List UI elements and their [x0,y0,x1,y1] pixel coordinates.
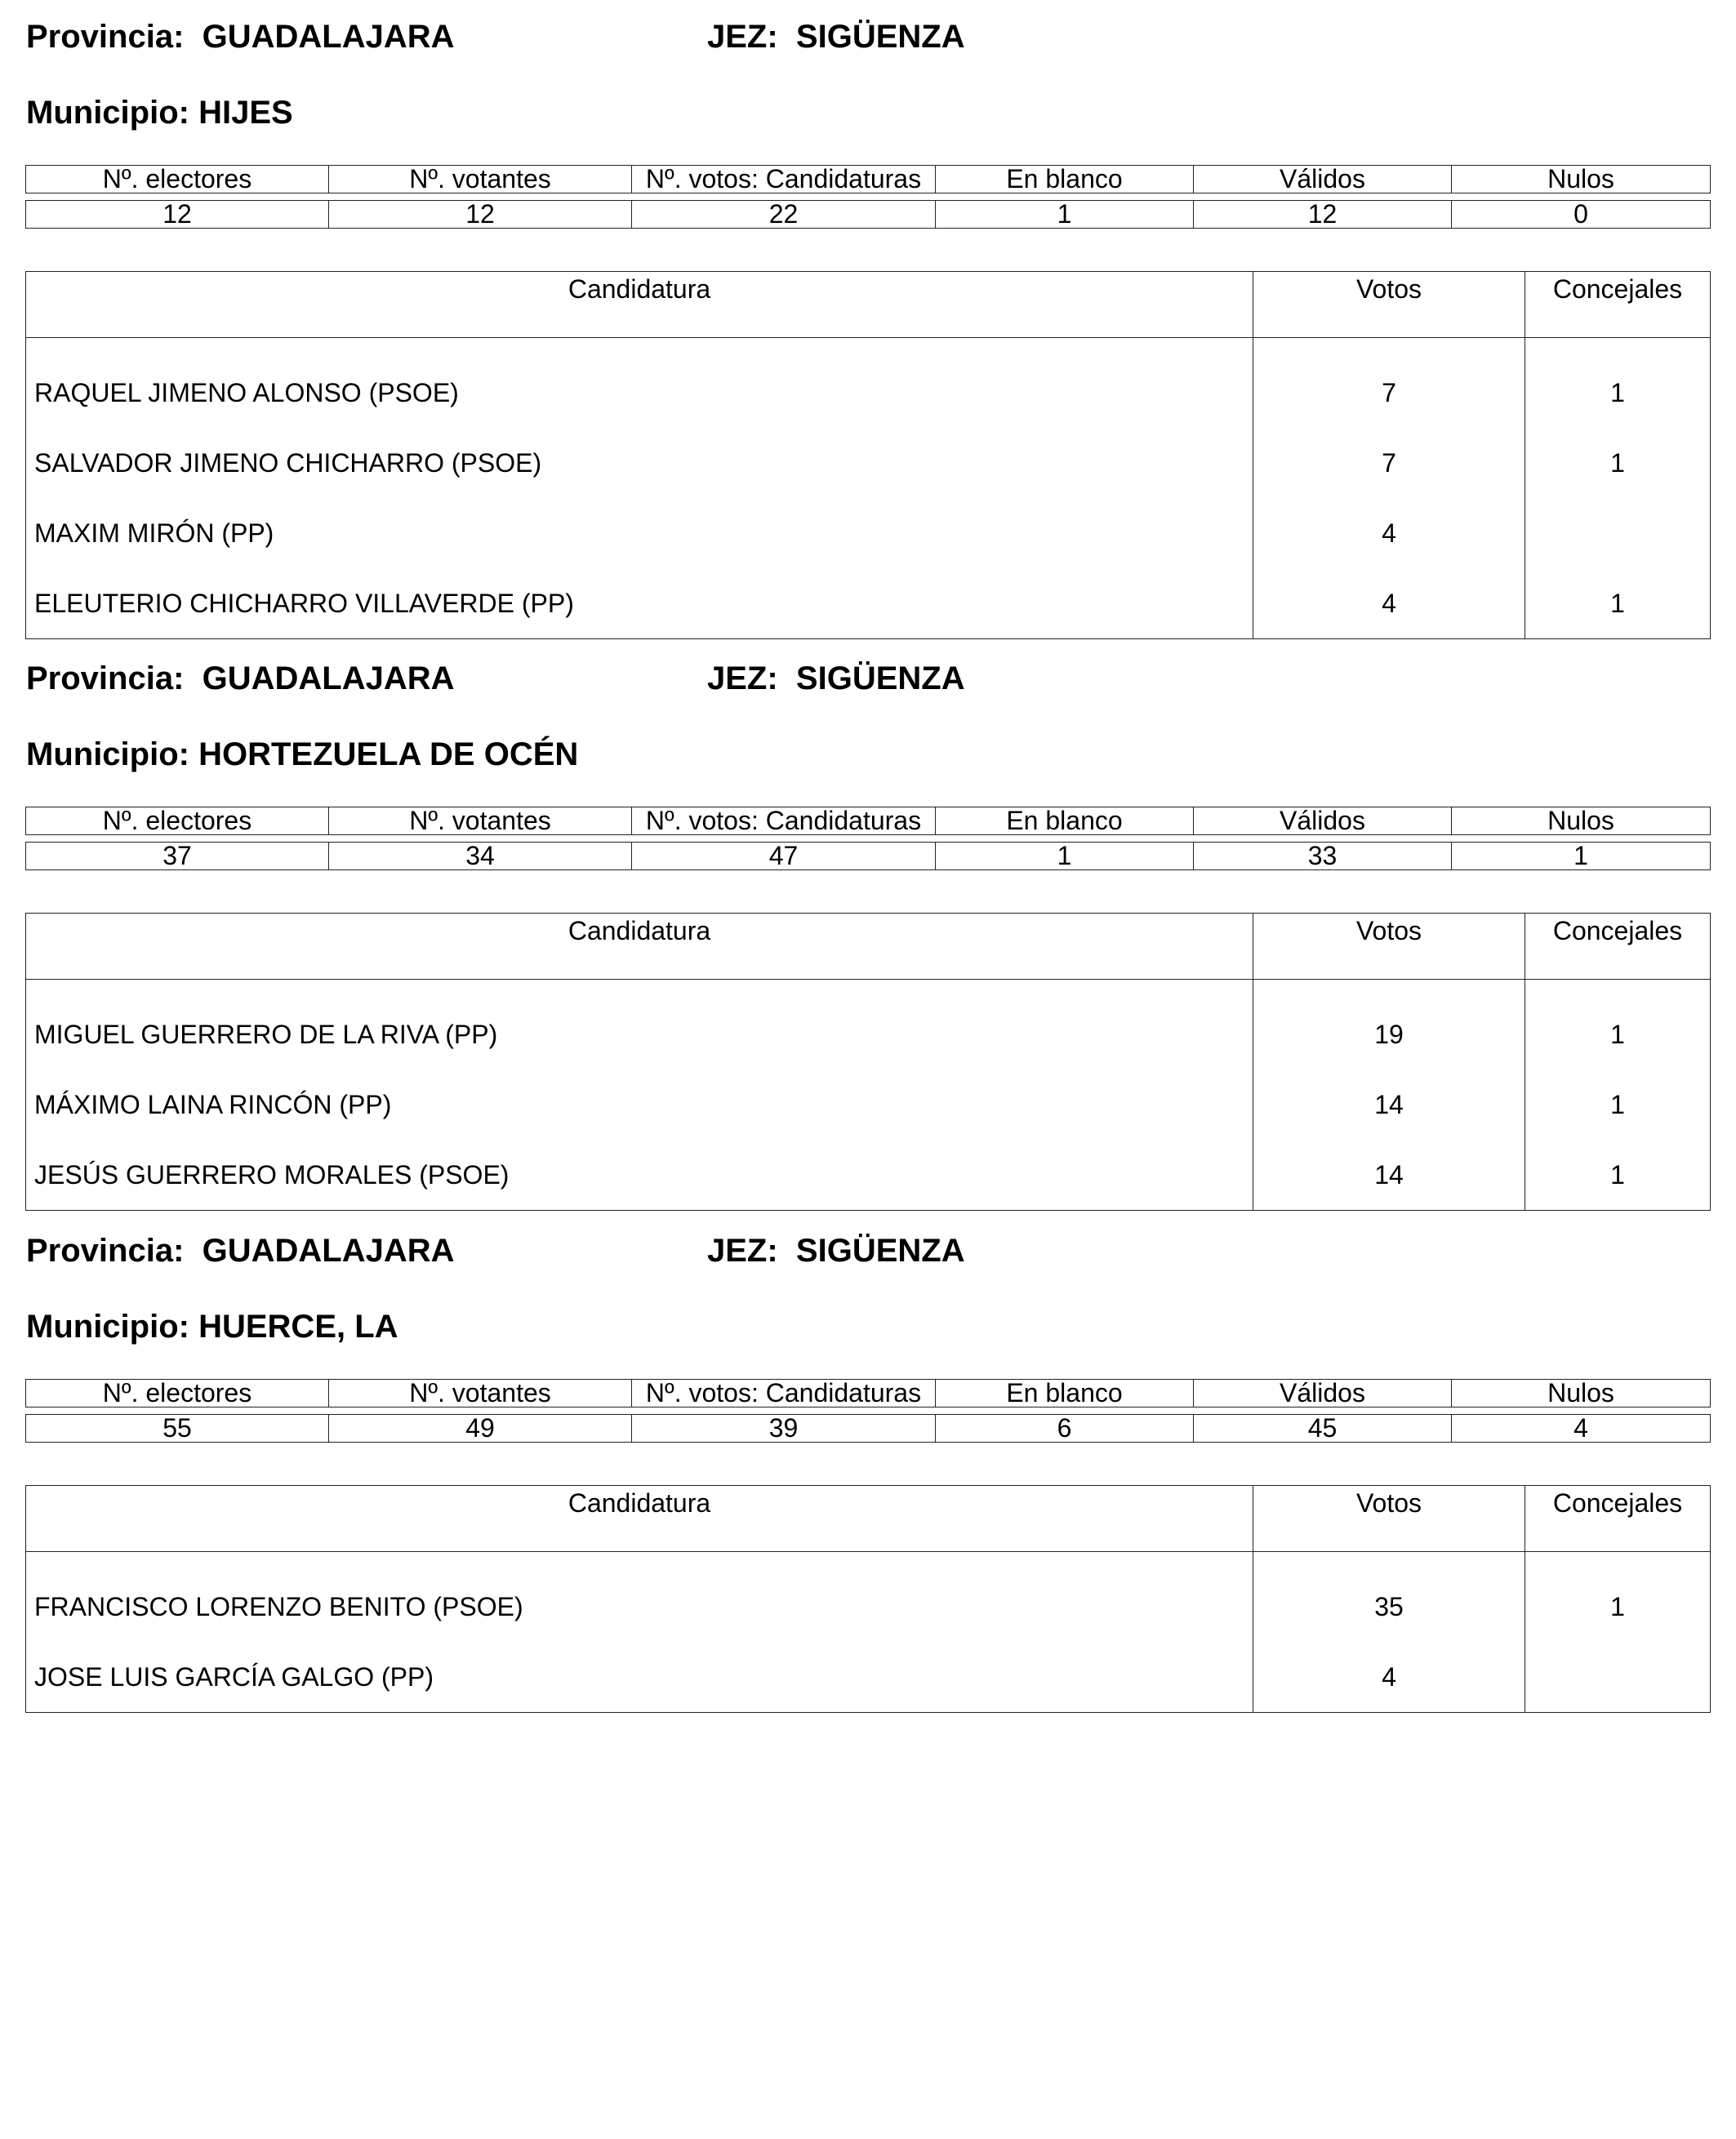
candidate-name: ELEUTERIO CHICHARRO VILLAVERDE (PP) [26,568,1253,639]
concejales-header: Concejales [1525,914,1711,980]
candidate-votos: 4 [1253,568,1525,639]
municipio-value: HORTEZUELA DE OCÉN [198,736,579,772]
candidate-row [26,428,1711,498]
provincia-label: Provincia: [26,19,185,55]
jez-label: JEZ: [707,1233,778,1269]
candidate-concejales: 1 [1525,980,1711,1070]
stats-value: 39 [632,1415,936,1443]
candidate-votos: 4 [1253,1642,1525,1713]
candidate-row [26,1140,1711,1211]
candidatura-header: Candidatura [26,1486,1253,1552]
jez-line [707,18,965,56]
votos-header: Votos [1253,914,1525,980]
stats-header-row [26,807,1711,835]
candidate-concejales: 1 [1525,568,1711,639]
stats-value: 12 [329,201,632,229]
stats-header: Nº. electores [26,166,329,193]
candidate-concejales: 1 [1525,428,1711,498]
stats-values-table [25,1414,1711,1443]
jez-value: SIGÜENZA [795,1233,965,1269]
stats-header: Nº. votos: Candidaturas [632,1380,936,1407]
candidate-concejales [1525,498,1711,568]
stats-header: Válidos [1194,166,1452,193]
candidate-concejales: 1 [1525,1070,1711,1140]
stats-value: 49 [329,1415,632,1443]
candidate-name: MIGUEL GUERRERO DE LA RIVA (PP) [26,980,1253,1070]
provincia-label: Provincia: [26,1233,185,1269]
votos-header: Votos [1253,1486,1525,1552]
candidate-row [26,1642,1711,1713]
stats-values-table [25,200,1711,229]
stats-value: 33 [1194,843,1452,870]
stats-header: Nº. votantes [329,1380,632,1407]
candidate-votos: 4 [1253,498,1525,568]
municipio-value: HUERCE, LA [198,1309,398,1345]
stats-value: 47 [632,843,936,870]
stats-header: En blanco [936,1380,1194,1407]
stats-table [25,1379,1711,1407]
municipio-label: Municipio: [26,736,189,772]
concejales-header: Concejales [1525,272,1711,338]
stats-header: Nº. votantes [329,807,632,835]
candidate-concejales: 1 [1525,338,1711,429]
jez-label: JEZ: [707,19,778,55]
stats-value: 1 [936,201,1194,229]
jez-value: SIGÜENZA [795,660,965,696]
candidate-name: MAXIM MIRÓN (PP) [26,498,1253,568]
provincia-line [26,1232,965,1270]
candidate-row [26,498,1711,568]
provincia-value: GUADALAJARA [202,19,455,55]
candidate-concejales [1525,1642,1711,1713]
candidate-name: FRANCISCO LORENZO BENITO (PSOE) [26,1552,1253,1643]
candidate-votos: 14 [1253,1140,1525,1211]
candidate-name: SALVADOR JIMENO CHICHARRO (PSOE) [26,428,1253,498]
stats-header: Nulos [1452,166,1711,193]
jez-line [707,660,965,697]
candidate-row [26,338,1711,429]
candidate-row [26,1552,1711,1643]
stats-header: En blanco [936,807,1194,835]
candidate-name: JESÚS GUERRERO MORALES (PSOE) [26,1140,1253,1211]
stats-header: Nº. votantes [329,166,632,193]
candidate-votos: 14 [1253,1070,1525,1140]
stats-value: 1 [1452,843,1711,870]
jez-label: JEZ: [707,660,778,696]
stats-value-row [26,843,1711,870]
municipio-label: Municipio: [26,1309,189,1345]
provincia-line [26,18,965,56]
stats-value: 12 [26,201,329,229]
stats-value: 0 [1452,201,1711,229]
candidate-row [26,568,1711,639]
candidates-header-row [26,1486,1711,1552]
candidates-table [25,913,1711,1211]
stats-value: 45 [1194,1415,1452,1443]
stats-header: Nº. votos: Candidaturas [632,166,936,193]
stats-table [25,807,1711,835]
stats-table [25,165,1711,193]
municipio-label: Municipio: [26,95,189,131]
candidates-table [25,1485,1711,1713]
stats-value: 34 [329,843,632,870]
stats-value: 37 [26,843,329,870]
candidate-votos: 35 [1253,1552,1525,1643]
stats-header: Válidos [1194,1380,1452,1407]
concejales-header: Concejales [1525,1486,1711,1552]
candidate-row [26,1070,1711,1140]
candidate-concejales: 1 [1525,1140,1711,1211]
municipio-line [26,1308,398,1345]
candidate-votos: 19 [1253,980,1525,1070]
stats-header: En blanco [936,166,1194,193]
stats-header: Nº. electores [26,807,329,835]
stats-value: 6 [936,1415,1194,1443]
candidates-header-row [26,914,1711,980]
stats-value-row [26,1415,1711,1443]
stats-header: Nº. electores [26,1380,329,1407]
stats-value: 22 [632,201,936,229]
stats-header: Nulos [1452,1380,1711,1407]
stats-header: Válidos [1194,807,1452,835]
candidate-name: RAQUEL JIMENO ALONSO (PSOE) [26,338,1253,429]
stats-header-row [26,166,1711,193]
provincia-label: Provincia: [26,660,185,696]
stats-header: Nº. votos: Candidaturas [632,807,936,835]
stats-values-table [25,842,1711,870]
candidate-row [26,980,1711,1070]
provincia-value: GUADALAJARA [202,1233,455,1269]
jez-line [707,1232,965,1270]
municipio-value: HIJES [198,95,293,131]
stats-value: 4 [1452,1415,1711,1443]
stats-header: Nulos [1452,807,1711,835]
candidate-votos: 7 [1253,428,1525,498]
candidate-name: JOSE LUIS GARCÍA GALGO (PP) [26,1642,1253,1713]
candidate-votos: 7 [1253,338,1525,429]
candidatura-header: Candidatura [26,272,1253,338]
candidates-header-row [26,272,1711,338]
stats-value: 1 [936,843,1194,870]
votos-header: Votos [1253,272,1525,338]
municipio-line [26,94,293,131]
candidate-name: MÁXIMO LAINA RINCÓN (PP) [26,1070,1253,1140]
candidate-concejales: 1 [1525,1552,1711,1643]
provincia-value: GUADALAJARA [202,660,455,696]
stats-header-row [26,1380,1711,1407]
stats-value: 55 [26,1415,329,1443]
jez-value: SIGÜENZA [795,19,965,55]
provincia-line [26,660,965,697]
candidates-table [25,271,1711,639]
stats-value-row [26,201,1711,229]
stats-value: 12 [1194,201,1452,229]
municipio-line [26,736,578,773]
candidatura-header: Candidatura [26,914,1253,980]
